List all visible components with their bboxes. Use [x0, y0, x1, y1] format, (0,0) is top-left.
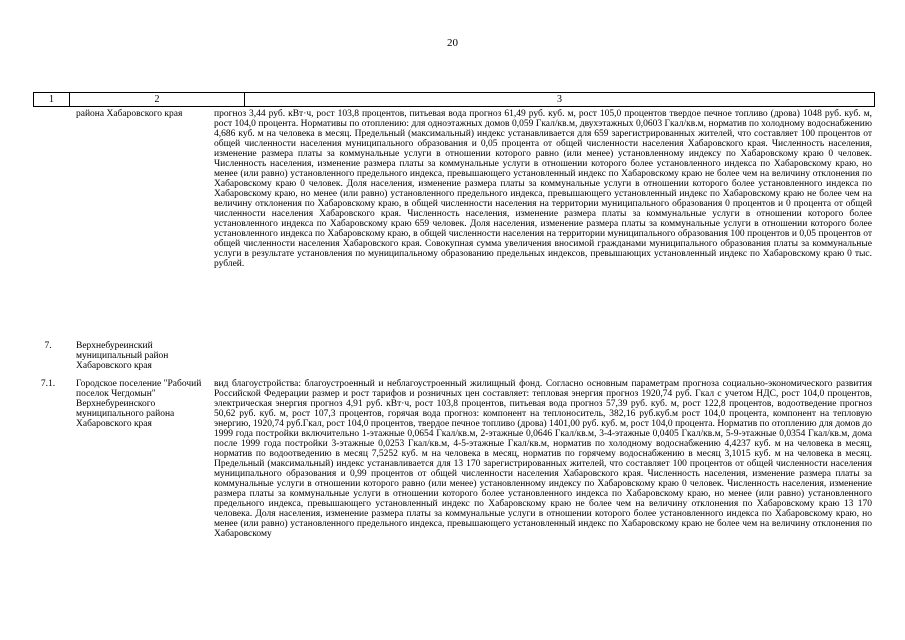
- column-header-1: 1: [33, 93, 69, 106]
- row-text: прогноз 3,44 руб. кВт·ч, рост 103,8 процентов, питьевая вода прогноз 61,49 руб. куб. м, рост 105,0 процентов твердое печное топливо (дрова) 1048 руб. куб. м, рост 104,0 процента. Нормативы по отоплению: для одноэтажных домов 0,059 Гкал/кв.м, двухэтажных 0,0603 Гкал/кв.м, норматив по холодному водоснабжению 4,686 куб. м на человека в месяц. Предельный (максимальный) индекс устанавливается для 659 зарегистрированных жителей, что составляет 100 процентов от общей численности населения муниципального образования и 0,05 процента от общей численности населения Хабаровского края. Численность населения, изменение размера платы за коммунальные услуги в отношении которого равно (или менее) установленному индексу по Хабаровскому краю 0 человек. Численность населения, изменение размера платы за коммунальные услуги в отношении которого более установленного индекса по Хабаровскому краю, но менее (или равно) установленного предельного индекса, превышающего установленный индекс по Хабаровскому краю не более чем на величину отклонения по Хабаровскому краю 0 человек. Доля населения, изменение размера платы за коммунальные услуги в отношении которого более установленного индекса по Хабаровскому краю, но менее (или равно) установленного предельного индекса, превышающего установленный индекс по Хабаровскому краю не более чем на величину отклонения по Хабаровскому краю, в общей численности населения на территории муниципального образования 0 процентов и 0 процента от общей численности населения Хабаровского края. Численность населения, изменение размера платы за коммунальные услуги в отношении которого более установленного индекса по Хабаровскому краю 659 человек. Доля населения, изменение размера платы за коммунальные услуги в отношении которого более установленного индекса по Хабаровскому краю, в общей численности населения на территории муниципального образования 100 процентов и 0,05 процентов от общей численности населения Хабаровского края. Совокупная сумма увеличения вносимой гражданами муниципального образования платы за коммунальные услуги в результате установления по муниципальному образованию предельных индексов, превышающих установленный индекс по Хабаровскому краю 0 тыс. рублей.: [214, 109, 872, 269]
- page-number: 20: [447, 37, 458, 49]
- column-header-2: 2: [69, 93, 244, 106]
- column-header-3: 3: [244, 93, 875, 106]
- row-number: 7.1.: [40, 379, 56, 389]
- table-header: [33, 92, 875, 107]
- row-name: района Хабаровского края: [76, 109, 183, 119]
- row-name: Верхнебуреинский муниципальный район Хабаровского края: [76, 341, 169, 371]
- row-text: вид благоустройства: благоустроенный и неблагоустроенный жилищный фонд. Согласно основным параметрам прогноза социально-экономического развития Российской Федерации размер и рост тарифов и розничных цен составляет: тепловая энергия прогноз 1920,74 руб. Гкал с учетом НДС, рост 104,0 процентов, электрическая энергия прогноз 4,91 руб. кВт·ч, рост 103,8 процентов, питьевая вода прогноз 57,39 руб. куб. м, рост 122,8 процентов, водоотведение прогноз 50,62 руб. куб. м, рост 107,3 процентов, горячая вода прогноз: компонент на теплоноситель, 382,16 руб.куб.м рост 104,0 процента, компонент на тепловую энергию, 1920,74 руб.Гкал, рост 104,0 процентов, твердое печное топливо (дрова) 1401,00 руб. куб. м, рост 104,0 процента. Норматив по отоплению для домов до 1999 года постройки включительно 1-этажные 0,0654 Гкал/кв.м, 2-этажные 0,0646 Гкал/кв.м, 3-4-этажные 0,0405 Гкал/кв.м, 5-9-этажные 0,0354 Гкал/кв.м, дома после 1999 года постройки 3-этажные 0,0253 Гкал/кв.м, 4-5-этажные Гкал/кв.м, норматив по холодному водоснабжению 4,4237 куб. м на человека в месяц, норматив по водоотведению в месяц 7,5252 куб. м на человека в месяц, норматив по горячему водоснабжению в месяц 3,1015 куб. м на человека в месяц. Предельный (максимальный) индекс устанавливается для 13 170 зарегистрированных жителей, что составляет 100 процентов от общей численности населения муниципального образования и 0,99 процентов от общей численности населения Хабаровского края. Численность населения, изменение размера платы за коммунальные услуги в отношении которого равно (или менее) установленному индексу по Хабаровскому краю 0 человек. Численность населения, изменение размера платы за коммунальные услуги в отношении которого более установленного индекса по Хабаровскому краю, но менее (или равно) установленного предельного индекса, превышающего установленный индекс по Хабаровскому краю не более чем на величину отклонения по Хабаровскому краю 13 170 человека. Доля населения, изменение размера платы за коммунальные услуги в отношении которого более установленного индекса по Хабаровскому краю, но менее (или равно) установленного предельного индекса, превышающего установленный индекс по Хабаровскому краю не более чем на величину отклонения по Хабаровскому: [214, 379, 872, 539]
- row-number: 7.: [44, 341, 52, 351]
- row-name: Городское поселение "Рабочий поселок Чегдомын" Верхнебуреинского муниципального района Хабаровского края: [76, 379, 202, 429]
